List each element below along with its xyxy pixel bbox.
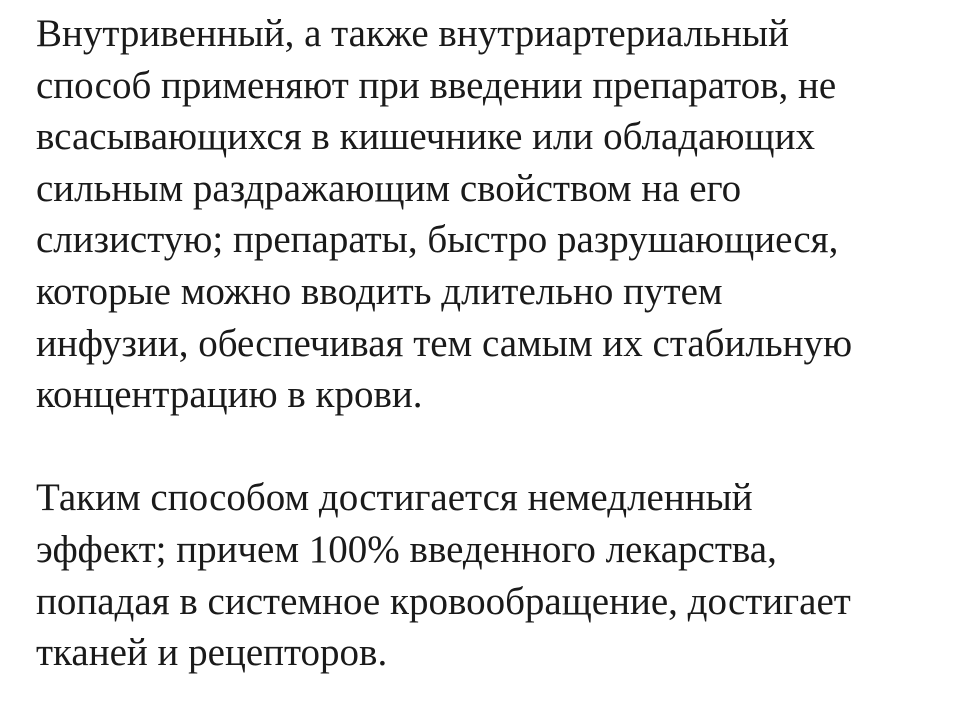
text-line: способ применяют при введении препаратов, не — [36, 63, 837, 107]
text-line: сильным раздражающим свойством на его — [36, 166, 742, 210]
paragraph-intravenous-method — [36, 8, 936, 421]
text-line: Таким способом достигается немедленный — [36, 476, 753, 520]
text-line: попадая в системное кровообращение, достигает — [36, 579, 851, 623]
paragraph-spacer — [36, 421, 936, 473]
text-line: всасывающихся в кишечнике или обладающих — [36, 115, 815, 159]
text-line: инфузии, обеспечивая тем самым их стабильную — [36, 321, 853, 365]
slide-body-text — [36, 8, 936, 679]
text-line: концентрацию в крови. — [36, 373, 423, 417]
text-line: которые можно вводить длительно путем — [36, 269, 723, 313]
paragraph-immediate-effect — [36, 472, 936, 678]
text-line: эффект; причем 100% введенного лекарства, — [36, 527, 777, 571]
text-line: Внутривенный, а также внутриартериальный — [36, 12, 789, 55]
text-line: тканей и рецепторов. — [36, 631, 388, 675]
text-line: слизистую; препараты, быстро разрушающиеся, — [36, 218, 839, 262]
